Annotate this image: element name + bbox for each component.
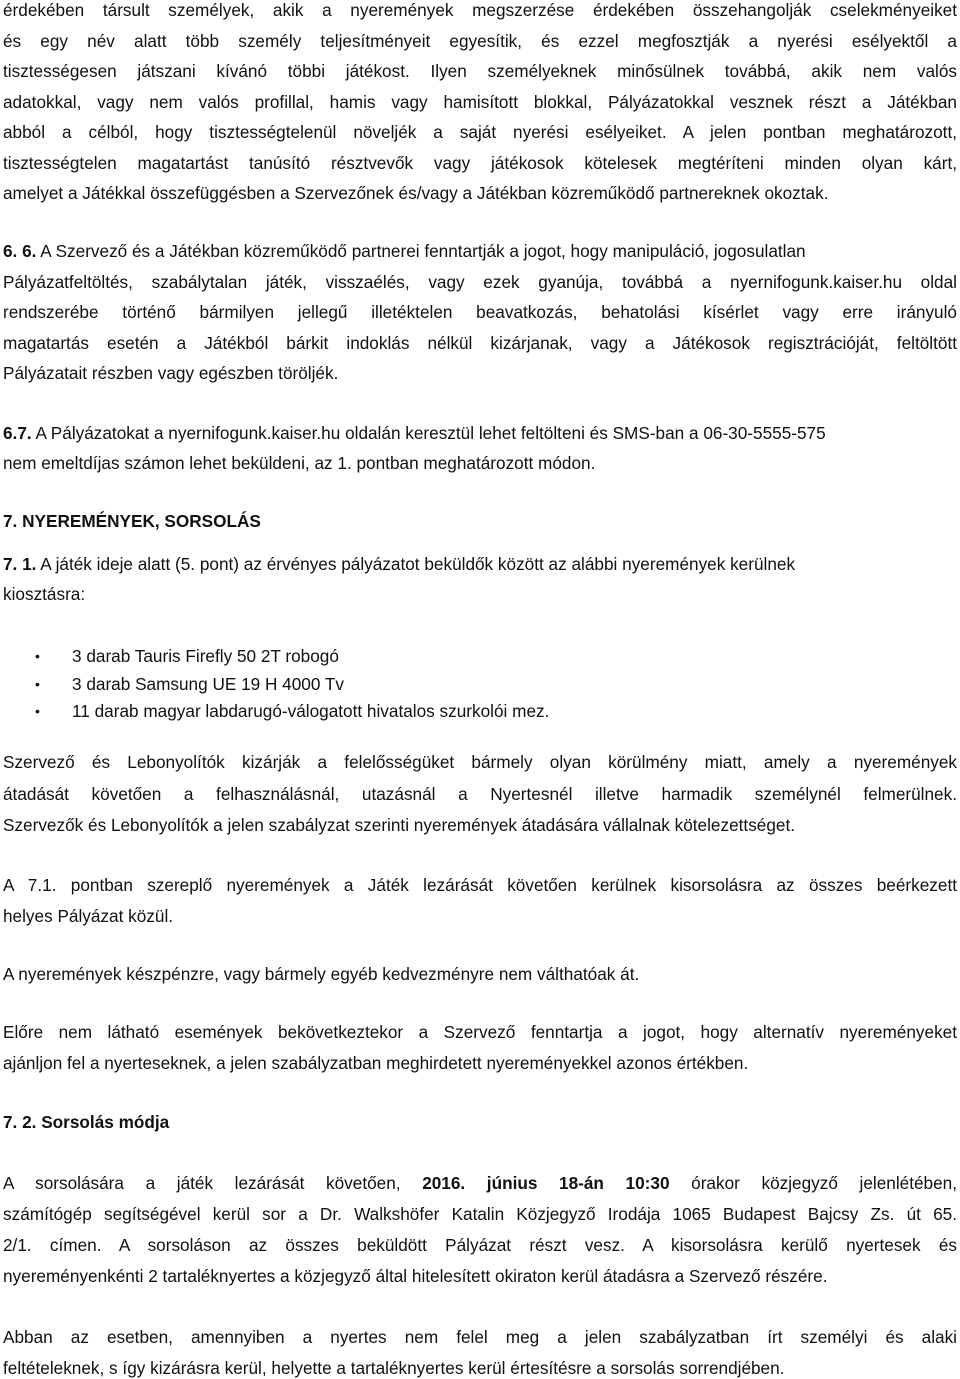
- section-number: 7. 1.: [3, 554, 37, 574]
- section-number: 6.7.: [3, 423, 32, 443]
- paragraph-line: rendszerébe történő bármilyen jellegű illetéktelen beavatkozás, behatolási kísérlet vagy erre irányuló: [3, 302, 957, 322]
- paragraph-line: tisztességtelen magatartást tanúsító résztvevők vagy játékosok kötelesek megtéríteni minden olyan kárt,: [3, 153, 957, 173]
- paragraph-line: 2/1. címen. A sorsoláson az összes beküldött Pályázat részt vesz. A kisorsolásra kerülő nyertesek és: [3, 1235, 957, 1255]
- prize-text: 3 darab Tauris Firefly 50 2T robogó: [72, 646, 339, 666]
- paragraph-text: A sorsolására a játék lezárását követően,: [3, 1173, 401, 1193]
- paragraph-line: és egy név alatt több személy teljesítményeit egyesítik, és ezzel megfosztják a nyerési esélyektől a: [3, 31, 957, 51]
- paragraph-text: A Pályázatokat a nyernifogunk.kaiser.hu oldalán keresztül lehet feltölteni és SMS-ban a 06-30-5555-575: [35, 423, 826, 443]
- paragraph-line: Szervezők és Lebonyolítók a jelen szabályzat szerinti nyeremények átadására vállalnak kötelezettséget.: [3, 815, 796, 835]
- paragraph-text: A Szervező és a Játékban közreműködő partnerei fenntartják a jogot, hogy manipuláció, jogosulatlan: [40, 241, 806, 261]
- section-number: 6. 6.: [3, 241, 37, 261]
- prize-list-item: [35, 700, 549, 722]
- bullet-icon: •: [35, 703, 40, 719]
- section-heading: 7. NYEREMÉNYEK, SORSOLÁS: [3, 511, 261, 531]
- bullet-icon: •: [35, 648, 40, 664]
- section-6-7-first-line: [3, 422, 957, 444]
- paragraph-line: helyes Pályázat közül.: [3, 906, 174, 926]
- paragraph-line: átadását követően a felhasználásnál, utazásnál a Nyertesnél illetve harmadik személynél felmerülnek.: [3, 784, 957, 804]
- section-heading: 7. 2. Sorsolás módja: [3, 1112, 170, 1132]
- paragraph-line: tisztességesen játszani kívánó többi játékost. Ilyen személyeknek minősülnek továbbá, akik nem valós: [3, 61, 957, 81]
- paragraph-line: amelyet a Játékkal összefüggésben a Szervezőnek és/vagy a Játékban közreműködő partnereknek okoztak.: [3, 183, 829, 203]
- prize-text: 3 darab Samsung UE 19 H 4000 Tv: [72, 674, 344, 694]
- bullet-icon: •: [35, 676, 40, 692]
- paragraph-line: ajánljon fel a nyerteseknek, a jelen szabályzatban meghirdetett nyereményekkel azonos értékben.: [3, 1053, 749, 1073]
- draw-date-line: [3, 1172, 957, 1194]
- paragraph-line: nem emeltdíjas számon lehet beküldeni, az 1. pontban meghatározott módon.: [3, 453, 596, 473]
- paragraph-line: feltételeknek, s így kizárásra kerül, helyette a tartaléknyertes kerül értesítésre a sorsolás sorrendjében.: [3, 1358, 785, 1378]
- paragraph-line: abból a célból, hogy tisztességtelenül növeljék a saját nyerési esélyeiket. A jelen pontban meghatározott,: [3, 122, 957, 142]
- section-6-6-first-line: [3, 240, 957, 262]
- prize-list-item: [35, 645, 339, 667]
- paragraph-line: Előre nem látható események bekövetkeztekor a Szervező fenntartja a jogot, hogy alternatív nyereményeket: [3, 1022, 957, 1042]
- draw-datetime: 2016. június 18-án 10:30: [422, 1173, 670, 1193]
- paragraph-text: A játék ideje alatt (5. pont) az érvényes pályázatot beküldők között az alábbi nyeremények kerülnek: [40, 554, 796, 574]
- paragraph-line: kiosztásra:: [3, 584, 86, 604]
- prize-list-item: [35, 673, 344, 695]
- paragraph-line: A nyeremények készpénzre, vagy bármely egyéb kedvezményre nem válthatóak át.: [3, 964, 640, 984]
- paragraph-line: érdekében társult személyek, akik a nyeremények megszerzése érdekében összehangolják cselekményeiket: [3, 0, 957, 20]
- prize-text: 11 darab magyar labdarugó-válogatott hivatalos szurkolói mez.: [72, 701, 550, 721]
- section-7-1-first-line: [3, 553, 957, 575]
- paragraph-line: Szervező és Lebonyolítók kizárják a felelősségüket bármely olyan körülmény miatt, amely a nyeremények: [3, 752, 957, 772]
- paragraph-line: Abban az esetben, amennyiben a nyertes nem felel meg a jelen szabályzatban írt személyi és alaki: [3, 1327, 957, 1347]
- paragraph-line: Pályázatfeltöltés, szabálytalan játék, visszaélés, vagy ezek gyanúja, továbbá a nyernifogunk.kaiser.hu oldal: [3, 272, 957, 292]
- paragraph-text: órakor közjegyző jelenlétében,: [691, 1173, 957, 1193]
- paragraph-line: adatokkal, vagy nem valós profillal, hamis vagy hamisított blokkal, Pályázatokkal vesznek részt a Játékban: [3, 92, 957, 112]
- paragraph-line: számítógép segítségével kerül sor a Dr. Walkshöfer Katalin Közjegyző Irodája 1065 Budapest Bajcsy Zs. út 65.: [3, 1204, 957, 1224]
- paragraph-line: A 7.1. pontban szereplő nyeremények a Játék lezárását követően kerülnek kisorsolásra az összes beérkezett: [3, 875, 957, 895]
- paragraph-line: magatartás esetén a Játékból bárkit indoklás nélkül kizárjanak, vagy a Játékosok regisztrációját, feltöltött: [3, 333, 957, 353]
- paragraph-line: Pályázatait részben vagy egészben töröljék.: [3, 363, 339, 383]
- paragraph-line: nyereményenkénti 2 tartaléknyertes a közjegyző által hitelesített okiraton kerül átadásra a Szervező részére.: [3, 1266, 828, 1286]
